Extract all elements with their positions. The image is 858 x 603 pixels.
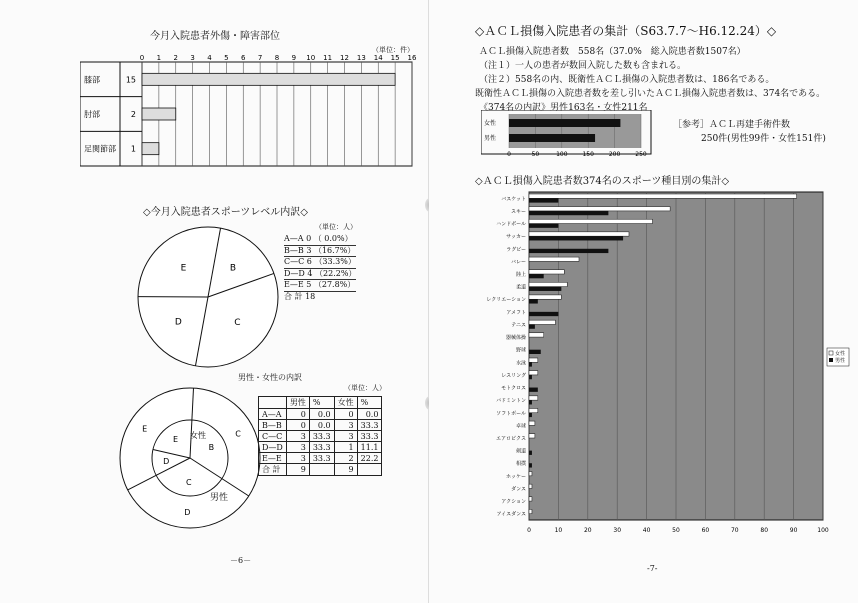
- table-cell: %: [309, 397, 334, 409]
- donut-inner-label: C: [186, 477, 192, 487]
- category-label: 水泳: [515, 360, 526, 367]
- level-count: 0: [306, 234, 312, 243]
- legend-label: 男性: [835, 358, 846, 364]
- tick-label: 4: [207, 54, 212, 62]
- table-cell: 3: [286, 453, 309, 464]
- category-label: ダンス: [511, 486, 526, 493]
- sports-level-list: [284, 234, 356, 302]
- tick-label: 50: [531, 151, 540, 158]
- table-cell: 33.3: [309, 431, 334, 442]
- gender-breakdown-unit: （単位：人）: [344, 384, 386, 392]
- table-cell: 11.1: [357, 442, 382, 453]
- bar-female: [529, 207, 670, 211]
- category-label: ラグビー: [506, 246, 526, 253]
- acl-title: ◇ＡＣＬ損傷入院患者の集計（S63.7.7～H6.12.24）◇: [475, 24, 777, 38]
- bar-male: [529, 236, 623, 240]
- sports-level-total: [284, 292, 356, 303]
- sports-level-row: [284, 257, 356, 269]
- tick-label: 100: [556, 151, 568, 158]
- table-cell: 33.3: [357, 431, 382, 442]
- tick-label: 10: [306, 54, 316, 62]
- category-label: 剣道: [515, 448, 526, 455]
- reference-value: 250件(男性99件・女性151件): [701, 134, 826, 144]
- donut-outer-label: C: [235, 429, 241, 439]
- bar: [509, 134, 595, 142]
- donut-outer-label: D: [184, 507, 191, 517]
- acl-note-1: （注１）一人の患者が数回入院した数も含まれる。: [479, 61, 687, 71]
- bar-male: [529, 287, 561, 291]
- row-label: 肘部: [84, 110, 100, 119]
- sports-type-bar-chart: [479, 188, 854, 542]
- total-value: 18: [305, 291, 316, 301]
- bar-female: [529, 270, 564, 274]
- table-cell: 0: [334, 409, 357, 420]
- tick-label: 7: [257, 54, 263, 62]
- acl-net-count-line: 既衛性ＡＣＬ損傷の入院患者数を差し引いたＡＣＬ損傷入院患者数は、374名である。: [475, 89, 826, 99]
- tick-label: 20: [583, 527, 592, 534]
- table-row: [259, 464, 382, 476]
- tick-label: 8: [274, 54, 280, 62]
- table-row: [259, 431, 382, 442]
- table-cell: A—A: [259, 409, 287, 420]
- category-label: モトクロス: [501, 385, 526, 392]
- tick-label: 10: [554, 527, 563, 534]
- table-cell: %: [357, 397, 382, 409]
- table-cell: 22.2: [357, 453, 382, 464]
- level-count: 6: [306, 257, 312, 266]
- tick-label: 150: [582, 151, 594, 158]
- bar-male: [529, 211, 608, 215]
- left-page-number: －6－: [230, 556, 252, 565]
- bar-male: [529, 224, 558, 228]
- table-cell: 0.0: [357, 409, 382, 420]
- category-label: 相撲: [515, 461, 526, 468]
- injury-bar-chart: [80, 52, 420, 170]
- level-label: A—A: [284, 234, 304, 243]
- tick-label: 80: [760, 527, 769, 534]
- tick-label: 1: [156, 54, 162, 62]
- bar-male: [529, 362, 532, 366]
- donut-inner-label: B: [208, 443, 215, 453]
- pie-slice-label: C: [234, 317, 241, 328]
- category-label: レスリング: [501, 372, 526, 379]
- level-percent: （27.8%）: [313, 280, 356, 289]
- bar-female: [529, 257, 579, 261]
- tick-label: 0: [139, 54, 145, 62]
- table-row: [259, 409, 382, 420]
- level-label: B—B: [284, 245, 304, 255]
- bar-male: [529, 299, 538, 303]
- table-cell: 3: [334, 420, 357, 431]
- table-cell: 3: [286, 431, 309, 442]
- table-cell: D—D: [259, 442, 287, 453]
- category-label: アイスダンス: [496, 511, 526, 518]
- tick-label: 100: [817, 527, 829, 534]
- table-cell: 合 計: [259, 464, 287, 476]
- category-label: バスケット: [501, 196, 526, 203]
- sports-level-row: [284, 246, 356, 258]
- bar-male: [529, 451, 532, 455]
- right-page-number: -7-: [647, 564, 658, 573]
- table-cell: [357, 464, 382, 476]
- table-cell: 0.0: [309, 409, 334, 420]
- level-label: D—D: [284, 268, 305, 278]
- tick-label: 9: [291, 54, 297, 62]
- level-percent: （33.3%）: [314, 257, 356, 266]
- table-cell: 33.3: [357, 420, 382, 431]
- bar-female: [529, 472, 532, 476]
- bar: [509, 119, 620, 127]
- bar-female: [529, 232, 629, 236]
- donut-inner-title: 女性: [190, 431, 206, 440]
- category-label: レクリエーション: [486, 297, 526, 304]
- table-cell: 9: [286, 464, 309, 476]
- table-cell: 2: [334, 453, 357, 464]
- tick-label: 0: [527, 527, 531, 534]
- table-cell: [259, 397, 287, 409]
- tick-label: 90: [789, 527, 798, 534]
- table-cell: 9: [334, 464, 357, 476]
- legend-label: 女性: [835, 351, 846, 357]
- pie-slice-label: B: [229, 263, 237, 274]
- bar-female: [529, 509, 532, 513]
- table-cell: B—B: [259, 420, 287, 431]
- category-label: スキー: [510, 208, 526, 215]
- level-count: 5: [306, 280, 312, 289]
- level-count: 3: [306, 245, 312, 255]
- category-label: アクション: [501, 499, 526, 506]
- donut-inner-label: E: [172, 434, 179, 444]
- category-label: バドミントン: [496, 398, 526, 405]
- category-label: アメフト: [506, 309, 526, 316]
- table-cell: E—E: [259, 453, 287, 464]
- tick-label: 6: [241, 54, 246, 62]
- tick-label: 16: [407, 54, 417, 62]
- acl-total-line: ＡＣＬ損傷入院患者数 558名（37.0% 総入院患者数1507名）: [479, 47, 746, 57]
- bar-female: [529, 421, 535, 425]
- tick-label: 11: [323, 54, 333, 62]
- tick-label: 40: [642, 527, 651, 534]
- acl-note-2: （注２）558名の内、既衛性ＡＣＬ損傷の入院患者数は、186名である。: [479, 75, 775, 85]
- tick-label: 12: [340, 54, 349, 62]
- total-label: 合 計: [284, 291, 303, 301]
- bar-male: [529, 463, 532, 467]
- sports-level-title: ◇今月入院患者スポーツレベル内訳◇: [143, 207, 308, 218]
- bar-male: [529, 249, 608, 253]
- row-count: 2: [130, 110, 136, 119]
- bar: [142, 143, 159, 155]
- pie-slice-label: D: [174, 317, 182, 328]
- table-row: [259, 442, 382, 453]
- table-cell: 0: [286, 420, 309, 431]
- category-label: ソフトボール: [496, 410, 526, 417]
- bar-female: [529, 434, 535, 438]
- category-label: ホッケー: [505, 473, 526, 480]
- table-cell: 33.3: [309, 442, 334, 453]
- tick-label: 50: [672, 527, 680, 534]
- bar-label: 女性: [484, 120, 497, 127]
- category-label: サッカー: [506, 234, 526, 241]
- bar-female: [529, 194, 797, 198]
- bar-female: [529, 219, 652, 223]
- table-cell: 1: [334, 442, 357, 453]
- tick-label: 3: [190, 54, 195, 62]
- category-label: ハンドボール: [496, 221, 526, 228]
- row-count: 1: [130, 144, 136, 154]
- bar-male: [529, 413, 532, 417]
- bar-female: [529, 396, 538, 400]
- table-cell: 0: [286, 409, 309, 420]
- bar-female: [529, 371, 538, 375]
- category-label: 卓球: [515, 423, 526, 430]
- level-percent: （16.7%）: [313, 245, 356, 255]
- bar-female: [529, 295, 561, 299]
- level-label: E—E: [284, 280, 304, 289]
- acl-gender-bar-chart: [481, 110, 653, 164]
- tick-label: 0: [507, 151, 511, 158]
- sports-level-row: [284, 269, 356, 281]
- row-label: 足関節部: [84, 144, 116, 154]
- bar-male: [529, 198, 558, 202]
- level-label: C—C: [284, 257, 305, 266]
- bar-male: [529, 388, 538, 392]
- tick-label: 5: [224, 54, 229, 62]
- level-percent: （22.2%）: [315, 268, 357, 278]
- bar-label: 男性: [484, 135, 497, 142]
- donut-inner-label: D: [163, 456, 170, 466]
- table-cell: C—C: [259, 431, 287, 442]
- injury-chart-title: 今月入院患者外傷・障害部位: [150, 31, 280, 42]
- bar-female: [529, 358, 538, 362]
- legend-swatch-female: [829, 351, 833, 355]
- level-count: 4: [307, 268, 313, 278]
- legend-swatch-male: [829, 358, 833, 362]
- bar-male: [529, 324, 535, 328]
- table-row: [259, 420, 382, 431]
- table-header-row: [259, 397, 382, 409]
- category-label: エアロビクス: [496, 436, 526, 442]
- right-page: [429, 0, 858, 603]
- table-cell: 33.3: [309, 453, 334, 464]
- bar-male: [529, 274, 544, 278]
- sports-level-row: [284, 234, 356, 246]
- bar-female: [529, 484, 532, 488]
- bar: [142, 108, 176, 120]
- category-label: 陸上: [515, 272, 526, 278]
- tick-label: 2: [173, 54, 178, 62]
- bar-female: [529, 282, 567, 286]
- bar-female: [529, 497, 532, 501]
- level-percent: （ 0.0%）: [313, 234, 353, 243]
- bar-male: [529, 312, 558, 316]
- category-label: 器械体操: [505, 335, 526, 342]
- gender-breakdown-table: [258, 396, 382, 476]
- category-label: 柔道: [515, 284, 526, 291]
- table-cell: 女性: [334, 397, 357, 409]
- donut-outer-title: 男性: [210, 493, 229, 503]
- bar-male: [529, 375, 532, 379]
- reference-label: ［参考］ＡＣＬ再建手術件数: [673, 120, 791, 130]
- gender-donut-chart: [118, 383, 268, 533]
- tick-label: 70: [730, 527, 739, 534]
- category-label: 野球: [515, 347, 526, 354]
- category-label: バレー: [510, 259, 526, 266]
- bar-male: [529, 350, 541, 354]
- tick-label: 15: [390, 54, 400, 62]
- category-label: テニス: [511, 322, 526, 329]
- bar: [142, 73, 395, 85]
- bar-female: [529, 408, 538, 412]
- sports-level-row: [284, 280, 356, 292]
- table-cell: [309, 464, 334, 476]
- table-cell: 0.0: [309, 420, 334, 431]
- tick-label: 30: [613, 527, 622, 534]
- tick-label: 13: [356, 54, 366, 62]
- tick-label: 250: [635, 151, 647, 158]
- bar-male: [529, 400, 532, 404]
- sports-level-pie-chart: [133, 222, 283, 372]
- pie-slice-label: E: [180, 263, 187, 274]
- bar-female: [529, 320, 555, 324]
- bar-female: [529, 333, 544, 337]
- sports-breakdown-title: ◇ＡＣＬ損傷入院患者数374名のスポーツ種目別の集計◇: [475, 176, 730, 187]
- tick-label: 14: [373, 54, 383, 62]
- tick-label: 60: [701, 527, 710, 534]
- gender-breakdown-title: 男性・女性の内訳: [238, 373, 302, 382]
- tick-label: 200: [608, 151, 621, 158]
- acl-gender-split-line: 《374名の内訳》男性163名・女性211名: [479, 103, 648, 113]
- donut-outer-label: E: [142, 424, 148, 434]
- table-cell: 男性: [286, 397, 309, 409]
- row-label: 膝部: [84, 75, 100, 85]
- row-count: 15: [125, 75, 136, 85]
- table-row: [259, 453, 382, 464]
- table-cell: 3: [334, 431, 357, 442]
- table-cell: 3: [286, 442, 309, 453]
- sports-level-unit: （単位：人）: [315, 223, 357, 231]
- injury-chart-unit: （単位：件）: [372, 46, 414, 54]
